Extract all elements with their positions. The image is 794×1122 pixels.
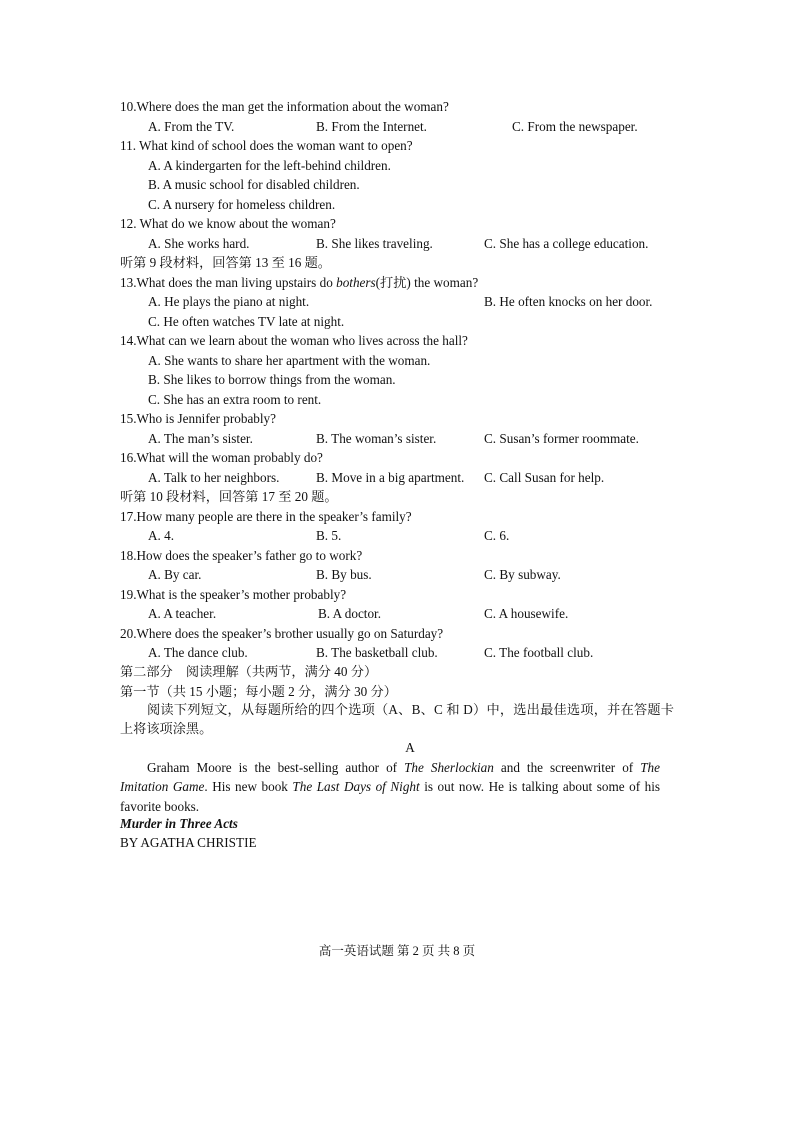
option-11a: A. A kindergarten for the left-behind children. <box>148 158 391 173</box>
section-instruction-10: 听第 10 段材料，回答第 17 至 20 题。 <box>120 489 338 504</box>
option-18b: B. By bus. <box>316 567 372 582</box>
question-14: 14.What can we learn about the woman who lives across the hall? <box>120 333 468 348</box>
part2-heading: 第二部分 阅读理解（共两节，满分 40 分） <box>120 664 378 679</box>
intro-text-3: . His new book <box>204 779 293 795</box>
question-11: 11. What kind of school does the woman want to open? <box>120 138 413 153</box>
option-13c: C. He often watches TV late at night. <box>148 314 345 329</box>
section-instruction-9: 听第 9 段材料，回答第 13 至 16 题。 <box>120 255 331 270</box>
intro-text-4: is out now. He is talking about some of his favorite books. <box>120 779 660 814</box>
question-16: 16.What will the woman probably do? <box>120 450 323 465</box>
option-11c: C. A nursery for homeless children. <box>148 197 336 212</box>
option-19b: B. A doctor. <box>318 606 382 621</box>
question-19: 19.What is the speaker’s mother probably? <box>120 587 347 602</box>
question-10: 10.Where does the man get the information about the woman? <box>120 99 449 114</box>
passage-intro <box>120 758 660 816</box>
intro-text-2: and the screenwriter of <box>493 760 641 775</box>
option-14c: C. She has an extra room to rent. <box>148 392 322 407</box>
option-12a: A. She works hard. <box>148 236 250 251</box>
option-18c: C. By subway. <box>484 567 561 582</box>
option-20b: B. The basketball club. <box>316 645 438 660</box>
question-12: 12. What do we know about the woman? <box>120 216 336 231</box>
question-15: 15.Who is Jennifer probably? <box>120 411 277 426</box>
option-19c: C. A housewife. <box>484 606 569 621</box>
option-15a: A. The man’s sister. <box>148 431 253 446</box>
question-13-text-post: (打扰) the woman? <box>375 275 479 290</box>
question-20: 20.Where does the speaker’s brother usually go on Saturday? <box>120 626 444 641</box>
option-17c: C. 6. <box>484 528 510 543</box>
intro-text-1: Graham Moore is the best-selling author of <box>147 760 405 775</box>
option-14a: A. She wants to share her apartment with the woman. <box>148 353 431 368</box>
option-20a: A. The dance club. <box>148 645 248 660</box>
question-18: 18.How does the speaker’s father go to work? <box>120 548 363 563</box>
passage-label: A <box>405 740 415 755</box>
option-17a: A. 4. <box>148 528 175 543</box>
option-18a: A. By car. <box>148 567 202 582</box>
option-19a: A. A teacher. <box>148 606 217 621</box>
question-17: 17.How many people are there in the speaker’s family? <box>120 509 412 524</box>
intro-film-imitation-game: The Imitation Game <box>120 760 660 795</box>
option-17b: B. 5. <box>316 528 342 543</box>
option-12c: C. She has a college education. <box>484 236 649 251</box>
option-10a: A. From the TV. <box>148 119 235 134</box>
option-16c: C. Call Susan for help. <box>484 470 605 485</box>
option-14b: B. She likes to borrow things from the woman. <box>148 372 396 387</box>
option-15c: C. Susan’s former roommate. <box>484 431 639 446</box>
option-16a: A. Talk to her neighbors. <box>148 470 280 485</box>
intro-book-last-days: The Last Days of Night <box>292 779 420 795</box>
page-footer: 高一英语试题 第 2 页 共 8 页 <box>318 944 476 958</box>
part2-instruction: 阅读下列短文，从每题所给的四个选项（A、B、C 和 D）中，选出最佳选项，并在答题卡上将该项涂黑。 <box>120 702 674 737</box>
option-10b: B. From the Internet. <box>316 119 427 134</box>
option-13b: B. He often knocks on her door. <box>484 294 653 309</box>
option-13a: A. He plays the piano at night. <box>148 294 310 309</box>
book-title: Murder in Three Acts <box>120 816 238 831</box>
book-author: BY AGATHA CHRISTIE <box>120 835 257 850</box>
question-13-emphasis: bothers <box>336 275 376 290</box>
option-11b: B. A music school for disabled children. <box>148 177 360 192</box>
part2-section1-heading: 第一节（共 15 小题；每小题 2 分，满分 30 分） <box>120 684 397 699</box>
intro-book-sherlockian: The Sherlockian <box>404 760 494 775</box>
option-10c: C. From the newspaper. <box>512 119 638 134</box>
option-20c: C. The football club. <box>484 645 594 660</box>
question-13 <box>120 273 478 293</box>
option-15b: B. The woman’s sister. <box>316 431 437 446</box>
question-13-text-pre: 13.What does the man living upstairs do <box>120 275 337 290</box>
option-16b: B. Move in a big apartment. <box>316 470 465 485</box>
option-12b: B. She likes traveling. <box>316 236 433 251</box>
